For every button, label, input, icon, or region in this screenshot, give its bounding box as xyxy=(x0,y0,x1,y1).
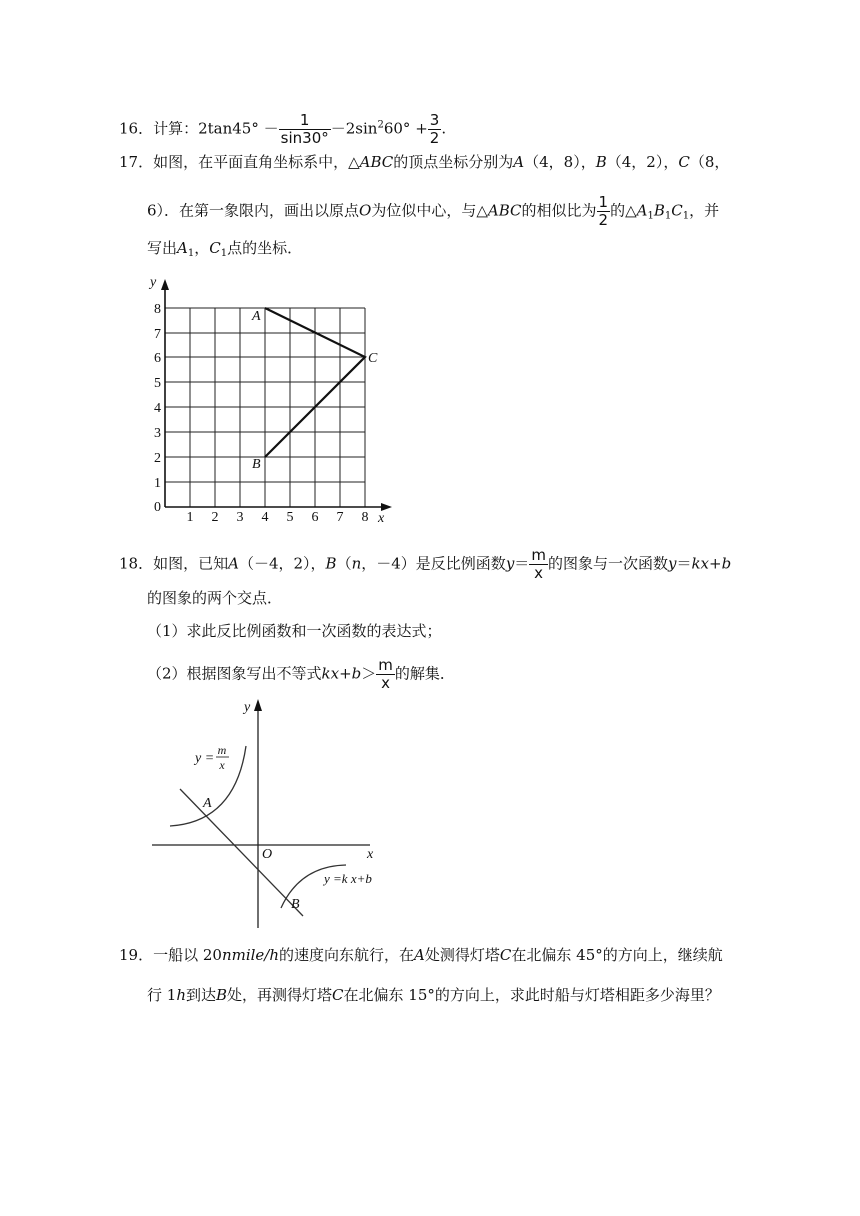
point-a1: A xyxy=(636,201,648,220)
question-number: 17． xyxy=(119,153,154,171)
q19-text: 处测得灯塔 xyxy=(424,946,500,964)
point-c: C xyxy=(499,946,512,964)
x-tick-labels xyxy=(187,510,369,525)
question-number: 18． xyxy=(119,554,154,573)
plus-sign: + xyxy=(415,119,428,138)
y-tick-labels xyxy=(154,302,161,491)
variable-y: y xyxy=(505,554,515,573)
line-label: y =k x+b xyxy=(324,871,372,886)
fraction-one-half: $\frac{1}{2}$ xyxy=(598,193,609,229)
grid-lines xyxy=(165,308,365,507)
axes xyxy=(152,706,370,928)
speed-unit: nmile/h xyxy=(221,946,280,964)
q17-text: 的△ xyxy=(610,201,637,220)
x-tick: 6 xyxy=(311,510,319,525)
q17-text: ，并 xyxy=(689,201,720,220)
q16-text-mid: －2sin xyxy=(330,119,378,138)
q17-text: ， xyxy=(194,239,210,257)
y-tick: 8 xyxy=(154,302,161,317)
axis-labels xyxy=(148,275,385,526)
linear-function-line xyxy=(180,789,303,916)
minus-sign: － xyxy=(263,119,279,138)
point-b: B xyxy=(595,153,607,171)
y-tick: 2 xyxy=(154,451,161,466)
q17-text: 为位似中心，与△ xyxy=(371,201,488,220)
q18-text: 的图象与一次函数 xyxy=(547,554,668,573)
curve-label-m: m xyxy=(217,743,227,757)
vertex-label-a: A xyxy=(252,309,261,324)
origin-label: O xyxy=(262,847,273,862)
q19-text: 一船以 20 xyxy=(153,946,222,964)
x-tick: 5 xyxy=(286,510,294,525)
point-c: C xyxy=(332,986,344,1004)
q19-text: 处，再测得灯塔 xyxy=(227,986,333,1004)
y-tick: 6 xyxy=(154,351,161,366)
q17-text: （4，2）， xyxy=(606,153,679,171)
intersection-label-b: B xyxy=(291,897,300,912)
vertex-label-b: B xyxy=(252,457,261,472)
point-b1: B xyxy=(653,201,665,220)
y-axis-label: y xyxy=(244,700,251,715)
q19-text: 行 1 xyxy=(147,986,177,1004)
curve-label-x: x xyxy=(219,758,225,772)
expression-kx-b: kx+b xyxy=(691,554,732,573)
q17-text: 6）．在第一象限内，画出以原点 xyxy=(147,201,360,220)
x-tick: 8 xyxy=(361,510,369,525)
period: . xyxy=(441,119,447,138)
curve-label-y: y = xyxy=(195,751,215,766)
y-axis-label: y xyxy=(150,275,157,290)
question-17-line-1 xyxy=(119,152,729,172)
question-19-line-1 xyxy=(119,945,723,965)
q17-text: 点的坐标． xyxy=(227,239,303,257)
point-a1: A xyxy=(177,239,188,257)
fraction-three-halves: $\frac{3}{2}$ xyxy=(429,111,440,147)
x-tick: 7 xyxy=(336,510,344,525)
question-17-line-2 xyxy=(147,194,719,229)
question-18-line-2: 的图象的两个交点． xyxy=(147,589,283,607)
subscript: 1 xyxy=(647,210,654,222)
x-axis-label: x xyxy=(378,511,385,526)
subscript: 1 xyxy=(664,210,672,222)
question-18-part-1: （1）求此反比例函数和一次函数的表达式； xyxy=(147,622,442,640)
variable-y: y xyxy=(667,554,677,573)
q19-text: 到达 xyxy=(185,986,216,1004)
q19-text: 的速度向东航行，在 xyxy=(279,946,415,964)
point-c: C xyxy=(678,153,690,171)
q19-text: 在北偏东 15°的方向上，求此时船与灯塔相距多少海里？ xyxy=(343,986,720,1004)
x-tick: 3 xyxy=(236,510,244,525)
q17-text: （8， xyxy=(689,153,730,171)
x-tick: 2 xyxy=(211,510,219,525)
fraction-m-over-x: $\frac{m}{x}$ xyxy=(531,546,546,582)
point-o: O xyxy=(359,201,372,220)
q18-text: （2）根据图象写出不等式 xyxy=(147,664,322,683)
point-c1: C xyxy=(671,201,683,220)
point-a: A xyxy=(513,153,525,171)
q18-text: （－4，2）， xyxy=(238,554,326,573)
question-17-line-3 xyxy=(147,238,302,264)
subscript: 1 xyxy=(682,210,690,222)
subscript: 1 xyxy=(220,248,228,259)
equals-sign: ＝ xyxy=(676,554,692,573)
coordinate-grid-figure xyxy=(140,268,400,530)
q17-text: 的相似比为 xyxy=(521,201,597,220)
q17-text: 写出 xyxy=(147,239,178,257)
function-graph-figure xyxy=(145,690,395,930)
q17-text: （4，8）， xyxy=(524,153,596,171)
x-axis-arrow xyxy=(381,503,392,511)
question-16 xyxy=(119,112,446,147)
point-b: B xyxy=(325,554,337,573)
point-b: B xyxy=(216,986,228,1004)
fraction-one-over-sin30: $\frac{1}{\sin 30^\circ}$ xyxy=(280,111,329,147)
equals-sign: ＝ xyxy=(514,554,530,573)
fraction-m-over-x: $\frac{m}{x}$ xyxy=(378,656,393,692)
point-c1: C xyxy=(209,239,221,257)
vertex-label-c: C xyxy=(368,351,378,366)
q18-text: 的解集． xyxy=(394,664,455,683)
question-number: 16． xyxy=(119,119,154,138)
x-axis-label: x xyxy=(367,847,374,862)
q16-text-prefix: 计算：2tan45° xyxy=(153,119,259,138)
y-axis-arrow xyxy=(254,699,262,711)
triangle-name: ABC xyxy=(359,153,394,171)
time-unit: h xyxy=(176,986,186,1004)
q16-text-tail: 60° xyxy=(383,119,411,138)
y-tick: 1 xyxy=(154,476,161,491)
variable-n: n xyxy=(351,554,362,573)
origin-label: 0 xyxy=(154,500,161,515)
x-tick: 1 xyxy=(186,510,194,525)
question-18-line-1 xyxy=(119,547,731,582)
y-axis-arrow xyxy=(161,279,169,290)
expression-kx-b: kx+b xyxy=(321,664,362,683)
q18-text: （ xyxy=(336,554,352,573)
q18-text: ，－4）是反比例函数 xyxy=(361,554,506,573)
greater-than-sign: ＞ xyxy=(361,664,377,683)
superscript-2: 2 xyxy=(377,119,384,131)
question-19-line-2 xyxy=(147,985,720,1005)
point-a: A xyxy=(414,946,425,964)
q17-text: 的顶点坐标分别为 xyxy=(393,153,514,171)
point-a: A xyxy=(228,554,239,573)
question-number: 19． xyxy=(119,946,154,964)
y-tick: 5 xyxy=(154,376,161,391)
subscript: 1 xyxy=(187,248,195,259)
q19-text: 在北偏东 45°的方向上，继续航 xyxy=(511,946,723,964)
intersection-label-a: A xyxy=(203,796,212,811)
q18-text: 如图，已知 xyxy=(153,554,229,573)
y-tick: 3 xyxy=(154,426,161,441)
q17-text: 如图，在平面直角坐标系中，△ xyxy=(153,153,360,171)
axes xyxy=(165,285,386,507)
triangle-name: ABC xyxy=(487,201,522,220)
question-18-part-2 xyxy=(147,657,455,692)
y-tick: 4 xyxy=(154,401,161,416)
y-tick: 7 xyxy=(154,327,161,342)
x-tick: 4 xyxy=(261,510,269,525)
